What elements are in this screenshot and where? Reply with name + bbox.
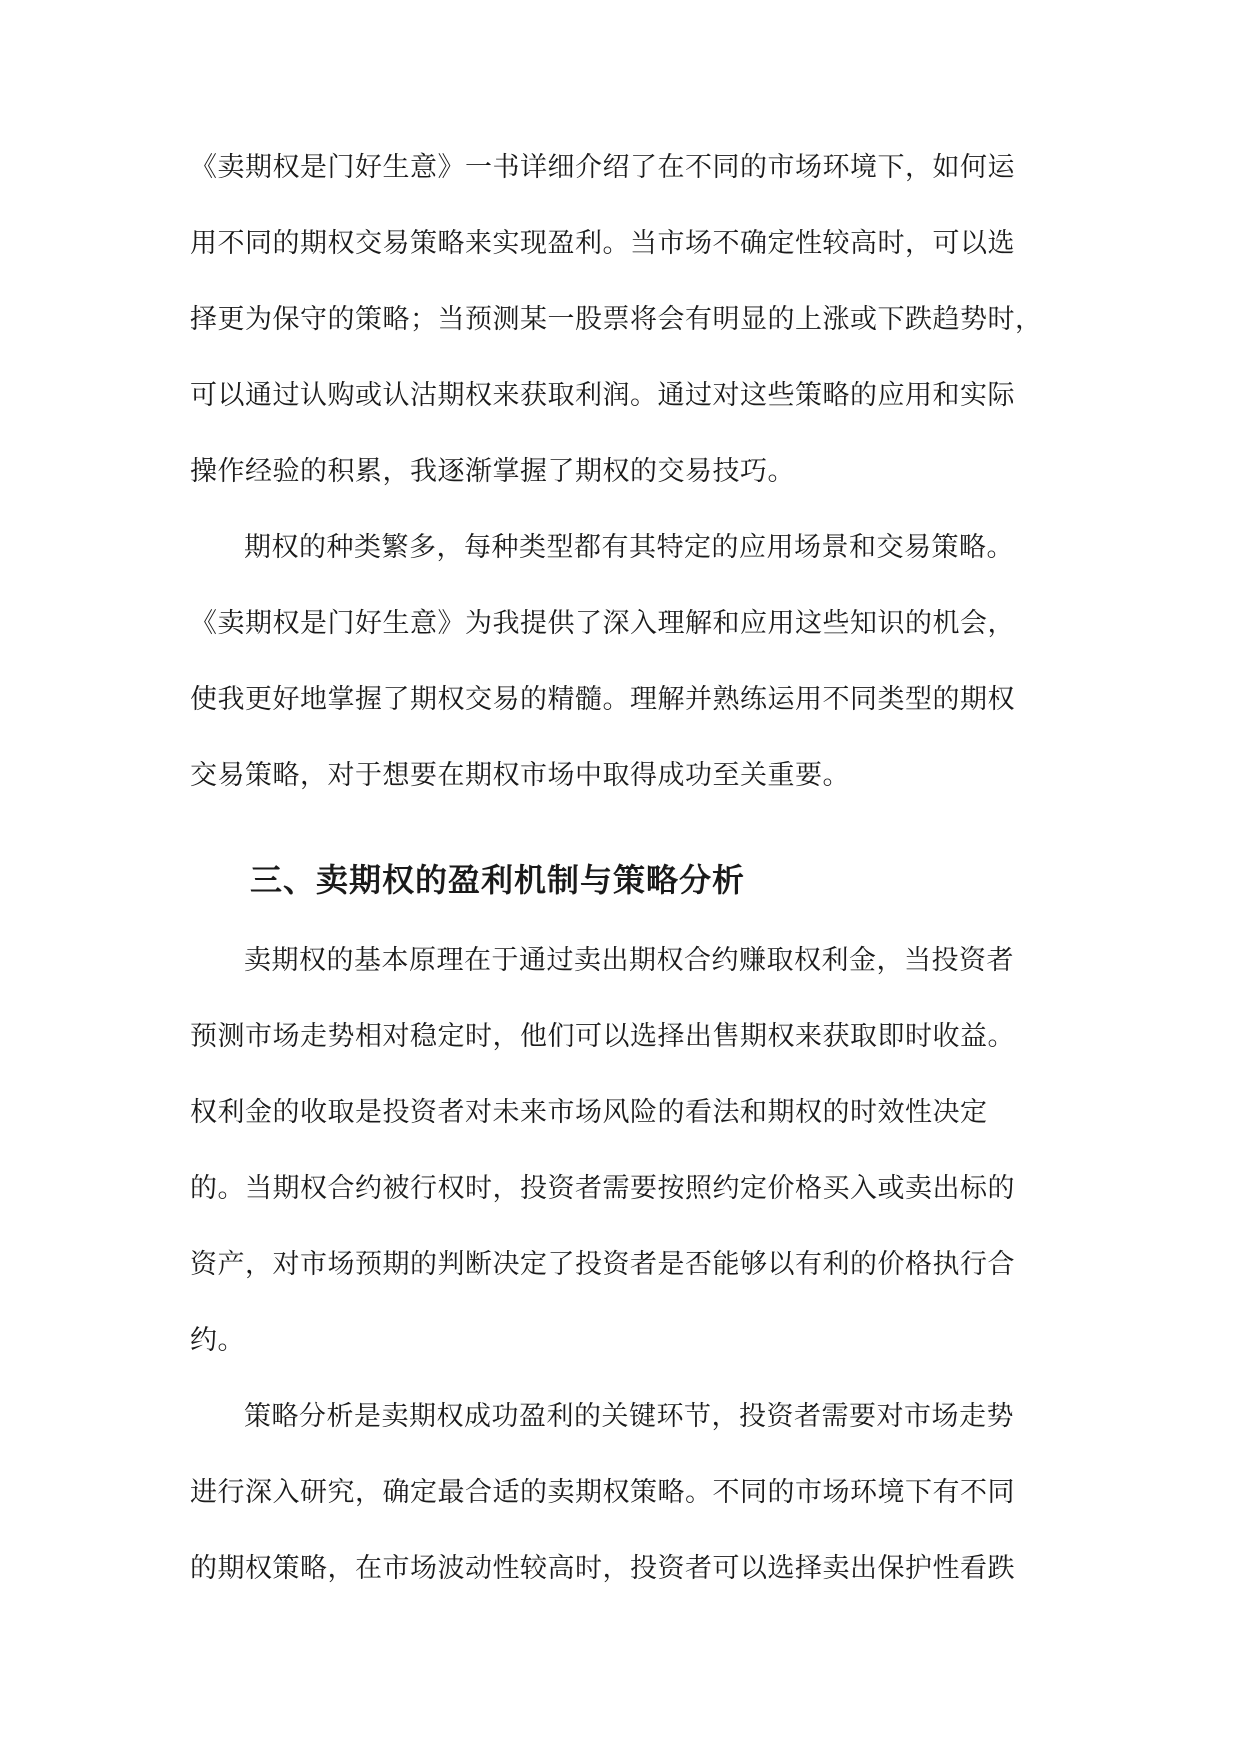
paragraph-line: 约。 <box>190 1325 245 1356</box>
paragraph-line: 期权的种类繁多，每种类型都有其特定的应用场景和交易策略。 <box>244 532 1014 563</box>
paragraph-line: 权利金的收取是投资者对未来市场风险的看法和期权的时效性决定 <box>190 1097 988 1128</box>
paragraph-line: 预测市场走势相对稳定时，他们可以选择出售期权来获取即时收益。 <box>190 1021 1015 1052</box>
paragraph-line: 的期权策略，在市场波动性较高时，投资者可以选择卖出保护性看跌 <box>190 1553 1015 1584</box>
paragraph-line: 进行深入研究，确定最合适的卖期权策略。不同的市场环境下有不同 <box>190 1477 1015 1508</box>
paragraph-line: 资产，对市场预期的判断决定了投资者是否能够以有利的价格执行合 <box>190 1249 1015 1280</box>
paragraph-line: 《卖期权是门好生意》为我提供了深入理解和应用这些知识的机会， <box>190 608 1015 639</box>
paragraph-line: 可以通过认购或认沽期权来获取利润。通过对这些策略的应用和实际 <box>190 380 1015 411</box>
paragraph-line: 用不同的期权交易策略来实现盈利。当市场不确定性较高时，可以选 <box>190 228 1015 259</box>
paragraph-line: 的。当期权合约被行权时，投资者需要按照约定价格买入或卖出标的 <box>190 1173 1015 1204</box>
paragraph-line: 操作经验的积累，我逐渐掌握了期权的交易技巧。 <box>190 456 795 487</box>
paragraph-line: 交易策略，对于想要在期权市场中取得成功至关重要。 <box>190 760 850 791</box>
paragraph-line: 策略分析是卖期权成功盈利的关键环节，投资者需要对市场走势 <box>244 1401 1014 1432</box>
section-heading: 三、卖期权的盈利机制与策略分析 <box>250 861 746 899</box>
paragraph-line: 《卖期权是门好生意》一书详细介绍了在不同的市场环境下，如何运 <box>190 152 1015 183</box>
paragraph-line: 使我更好地掌握了期权交易的精髓。理解并熟练运用不同类型的期权 <box>190 684 1015 715</box>
paragraph-line: 择更为保守的策略；当预测某一股票将会有明显的上涨或下跌趋势时， <box>190 304 1043 335</box>
paragraph-line: 卖期权的基本原理在于通过卖出期权合约赚取权利金，当投资者 <box>244 945 1014 976</box>
